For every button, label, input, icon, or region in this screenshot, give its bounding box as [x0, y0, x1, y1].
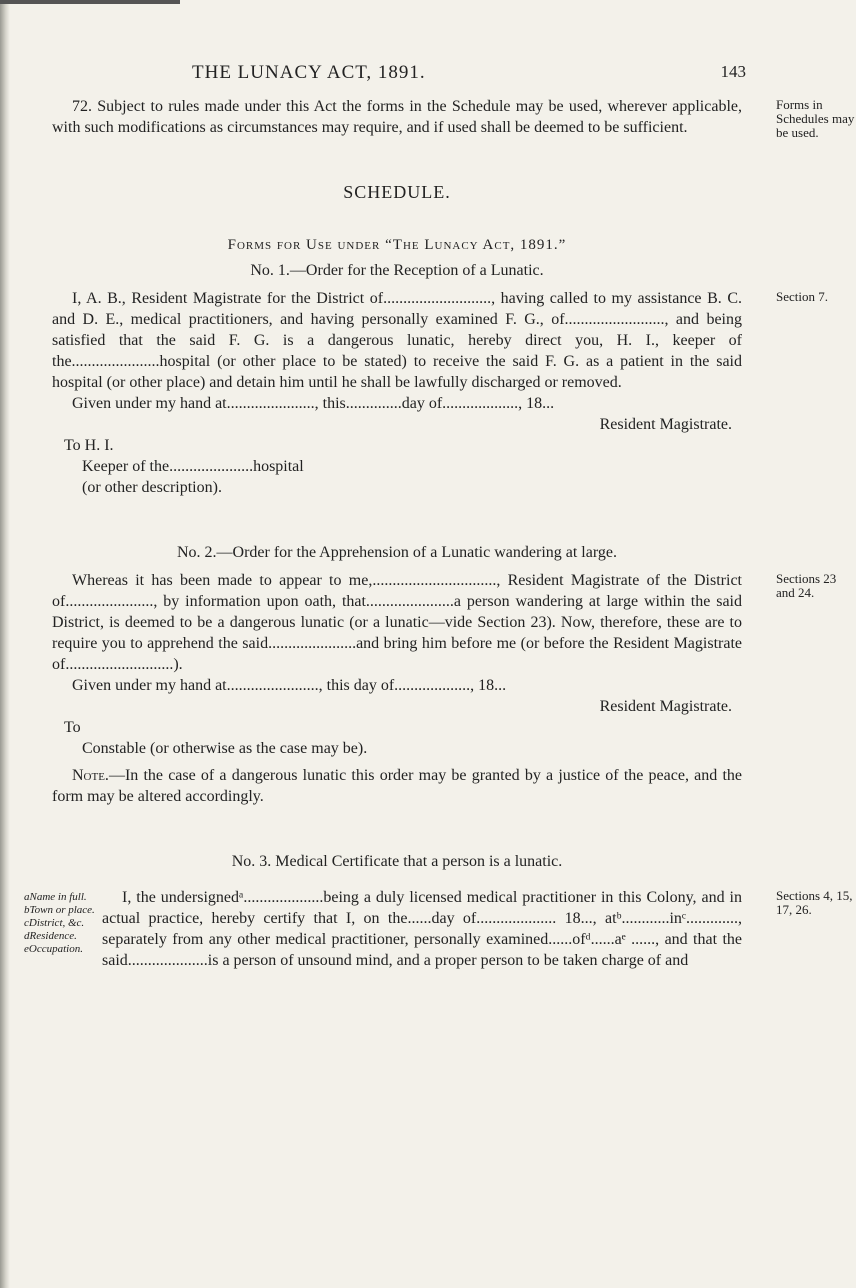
- page-header: [52, 62, 746, 96]
- form1-given: Given under my hand at......................, this..............day of..................., 18...: [72, 395, 555, 412]
- form2-constable: Constable (or otherwise as the case may be).: [82, 740, 368, 757]
- note-label: Note.: [72, 767, 109, 784]
- side-note: dResidence.: [24, 930, 77, 942]
- form2-signature: Resident Magistrate.: [599, 698, 732, 715]
- form1-keeper: Keeper of the.....................hospital: [82, 458, 304, 475]
- section-72-text: 72. Subject to rules made under this Act the forms in the Schedule may be used, wherever applicable, with such modifications as circumstances may require, and if used shall be deemed to be sufficient.: [52, 98, 742, 136]
- form2-note: [52, 765, 742, 807]
- form2-to: To: [64, 719, 81, 736]
- form1-other: (or other description).: [82, 479, 222, 496]
- section-72-margin-note: Forms in Schedules may be used.: [776, 97, 855, 140]
- forms-title: Forms for Use under “The Lunacy Act, 1891.”: [227, 237, 567, 253]
- side-note: bTown or place.: [24, 904, 95, 916]
- form3: [24, 887, 853, 971]
- side-note: cDistrict, &c.: [24, 917, 85, 929]
- note-text: —In the case of a dangerous lunatic this order may be granted by a justice of the peace, and the form may be altered accordingly.: [52, 767, 742, 805]
- form3-margin-note: Sections 4, 15, 17, 26.: [776, 888, 853, 917]
- page-number: 143: [720, 62, 746, 81]
- form2-body: Whereas it has been made to appear to me,..............................., Resident Magistrate of the District of......................, by information upon oath, that......................a person wandering at large within the said District, is deemed to be a dangerous lunatic (or a lunatic—vide Section 23). Now, therefore, these are to require you to apprehend the said......................and bring him before me (or before the Resident Magistrate of...........................).: [52, 572, 742, 673]
- form1-to: To H. I.: [64, 437, 114, 454]
- form3-side-notes: [24, 891, 94, 956]
- section-72: [52, 96, 855, 140]
- form2: [52, 570, 837, 807]
- form1-body: I, A. B., Resident Magistrate for the District of..........................., having called to my assistance B. C. and D. E., medical practitioners, and having personally examined F. G., of........................., and being satisfied that the said F. G. is a dangerous lunatic, hereby direct you, H. I., keeper of the......................hospital (or other place to be stated) to receive the said F. G. as a patient in the said hospital (or other place) and detain him until he shall be lawfully discharged or removed.: [52, 290, 742, 391]
- book-page: [24, 62, 855, 987]
- form1-margin-note: Section 7.: [776, 289, 828, 304]
- top-rule: [0, 0, 180, 4]
- form2-given: Given under my hand at......................., this day of..................., 18...: [72, 677, 507, 694]
- form1-heading: No. 1.—Order for the Reception of a Lunatic.: [250, 262, 544, 279]
- form1-signature: Resident Magistrate.: [599, 416, 732, 433]
- form1: [52, 288, 828, 498]
- side-note: eOccupation.: [24, 943, 83, 955]
- form2-heading: No. 2.—Order for the Apprehension of a Lunatic wandering at large.: [176, 544, 617, 561]
- form3-heading: No. 3. Medical Certificate that a person is a lunatic.: [231, 853, 563, 870]
- form2-margin-note: Sections 23 and 24.: [776, 571, 837, 600]
- page-binding-edge: [0, 0, 10, 1288]
- schedule-heading: SCHEDULE.: [343, 182, 451, 202]
- running-title: THE LUNACY ACT, 1891.: [192, 62, 426, 83]
- side-note: aName in full.: [24, 891, 87, 903]
- form3-body: I, the undersignedᵃ....................being a duly licensed medical practitioner in this Colony, and in actual practice, hereby certify that I, on the......day of.................... 18..., atᵇ............inᶜ............., separately from any other medical practitioner, personally examined......ofᵈ......aᵉ ......, and that the said....................is a person of unsound mind, and a proper person to be taken charge of and: [102, 889, 742, 969]
